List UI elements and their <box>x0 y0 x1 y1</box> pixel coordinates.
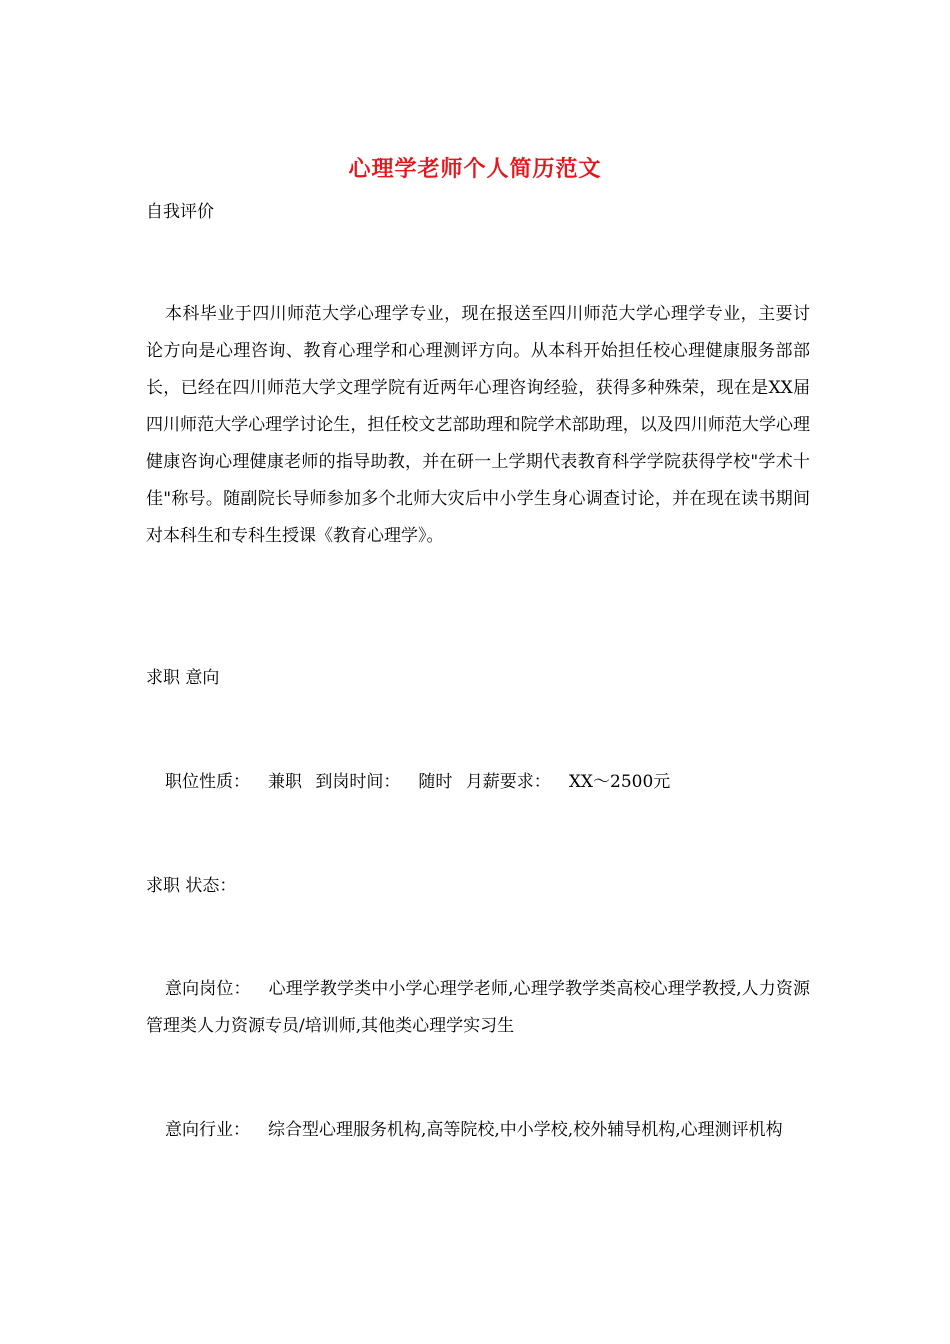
intended-industry-paragraph <box>146 1112 810 1149</box>
job-nature-value: 兼职 <box>268 772 302 792</box>
salary-label: 月薪要求： <box>465 772 551 792</box>
self-evaluation-heading: 自我评价 <box>146 202 214 222</box>
intended-position-paragraph <box>146 971 810 1045</box>
job-intention-details <box>146 764 810 801</box>
self-evaluation-paragraph: 本科毕业于四川师范大学心理学专业，现在报送至四川师范大学心理学专业，主要讨论方向是心理咨询、教育心理学和心理测评方向。从本科开始担任校心理健康服务部部长，已经在四川师范大学文理学院有近两年心理咨询经验，获得多种殊荣，现在是XX届四川师范大学心理学讨论生，担任校文艺部助理和院学术部助理，以及四川师范大学心理健康咨询心理健康老师的指导助教，并在研一上学期代表教育科学学院获得学校"学术十佳"称号。随副院长导师参加多个北师大灾后中小学生身心调查讨论，并在现在读书期间对本科生和专科生授课《教育心理学》。 <box>146 304 810 546</box>
salary-value: XX～2500元 <box>568 772 671 792</box>
intended-industry-label: 意向行业： <box>165 1120 250 1140</box>
document-title: 心理学老师个人简历范文 <box>348 156 602 182</box>
intended-position-value: 心理学教学类中小学心理学老师,心理学教学类高校心理学教授,人力资源管理类人力资源专员/培训师,其他类心理学实习生 <box>146 979 811 1036</box>
intended-position-label: 意向岗位： <box>165 979 251 999</box>
job-nature-label: 职位性质： <box>165 772 250 792</box>
arrival-time-label: 到岗时间： <box>315 772 401 792</box>
job-status-heading: 求职 状态： <box>146 876 237 896</box>
intended-industry-value: 综合型心理服务机构,高等院校,中小学校,校外辅导机构,心理测评机构 <box>268 1120 783 1140</box>
job-intention-heading: 求职 意向 <box>146 668 220 688</box>
arrival-time-value: 随时 <box>418 772 453 792</box>
